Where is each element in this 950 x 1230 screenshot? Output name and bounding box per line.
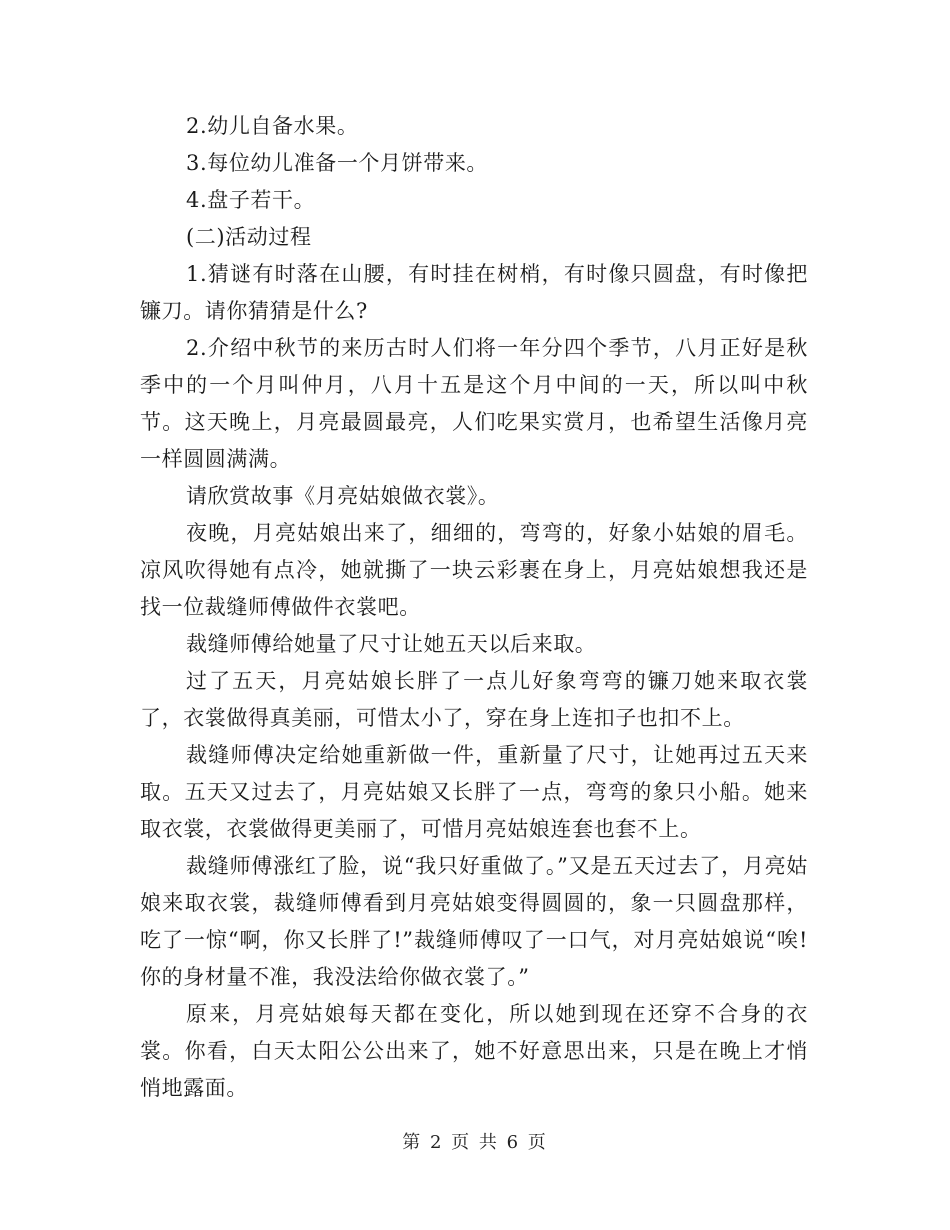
- paragraph: 4.盘子若干。: [186, 188, 316, 212]
- paragraph: 2.介绍中秋节的来历古时人们将一年分四个季节，八月正好是秋季中的一个月叫仲月，八月十五是这个月中间的一天，所以叫中秋节。这天晚上，月亮最圆最亮，人们吃果实赏月，也希望生活像月亮一样圆圆满满。: [140, 336, 808, 471]
- document-body: [140, 108, 808, 1107]
- story-paragraph: 过了五天，月亮姑娘长胖了一点儿好象弯弯的镰刀她来取衣裳了，衣裳做得真美丽，可惜太小了，穿在身上连扣子也扣不上。: [140, 669, 808, 730]
- story-paragraph: 裁缝师傅涨红了脸，说“我只好重做了。”又是五天过去了，月亮姑娘来取衣裳，裁缝师傅看到月亮姑娘变得圆圆的，象一只圆盘那样，吃了一惊“啊，你又长胖了!”裁缝师傅叹了一口气，对月亮姑娘说“唉!你的身材量不准，我没法给你做衣裳了。”: [140, 854, 808, 989]
- paragraph: 1.猜谜有时落在山腰，有时挂在树梢，有时像只圆盘，有时像把镰刀。请你猜猜是什么?: [140, 262, 808, 323]
- story-paragraph: 夜晚，月亮姑娘出来了，细细的，弯弯的，好象小姑娘的眉毛。凉风吹得她有点冷，她就撕了一块云彩裹在身上，月亮姑娘想我还是找一位裁缝师傅做件衣裳吧。: [140, 521, 808, 619]
- story-paragraph: 裁缝师傅给她量了尺寸让她五天以后来取。: [186, 632, 597, 656]
- paragraph: 请欣赏故事《月亮姑娘做衣裳》。: [186, 484, 500, 508]
- page-number-footer: 第 2 页 共 6 页: [402, 1132, 548, 1153]
- paragraph: 2.幼儿自备水果。: [186, 114, 359, 138]
- section-heading: (二)活动过程: [186, 225, 312, 249]
- paragraph: 3.每位幼儿准备一个月饼带来。: [186, 151, 489, 175]
- story-paragraph: 裁缝师傅决定给她重新做一件，重新量了尺寸，让她再过五天来取。五天又过去了，月亮姑娘又长胖了一点，弯弯的象只小船。她来取衣裳，衣裳做得更美丽了，可惜月亮姑娘连套也套不上。: [140, 743, 808, 841]
- story-paragraph: 原来，月亮姑娘每天都在变化，所以她到现在还穿不合身的衣裳。你看，白天太阳公公出来了，她不好意思出来，只是在晚上才悄悄地露面。: [140, 1002, 808, 1100]
